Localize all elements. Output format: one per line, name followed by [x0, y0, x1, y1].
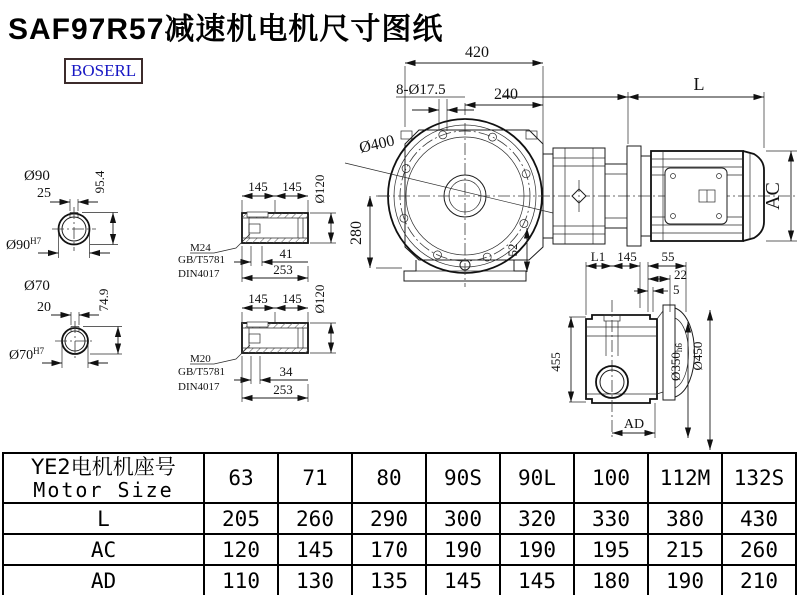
cell: 430: [722, 503, 796, 534]
section-b-keylen-label: 34: [279, 364, 293, 379]
col-100: 100: [574, 453, 648, 503]
cell: 380: [648, 503, 722, 534]
motor-frame-panel: [665, 168, 727, 224]
col-63: 63: [204, 453, 278, 503]
cell: 215: [648, 534, 722, 565]
shaft-a-keyheight-label: 95.4: [92, 170, 107, 194]
cell: 120: [204, 534, 278, 565]
table-row-AC: [3, 534, 796, 565]
cell: 145: [426, 565, 500, 595]
section-a-keylen-label: 41: [279, 246, 293, 261]
section-b-total-label: 253: [273, 382, 293, 397]
cell: 190: [426, 534, 500, 565]
section-b-seg2-label: 145: [282, 291, 302, 306]
spigot-dia-label: Ø350h6: [668, 343, 684, 381]
shaft-b-bore-label: $Ø70^{H7}$: [9, 346, 45, 363]
col-90S: 90S: [426, 453, 500, 503]
shaft-b-keywidth-label: 20: [37, 300, 51, 315]
motor-view: [502, 74, 797, 246]
cell: 290: [352, 503, 426, 534]
section-a-total-label: 253: [273, 262, 293, 277]
section-a-seg1-label: 145: [248, 179, 268, 194]
shaft-end-b: [9, 278, 122, 368]
cell: 330: [574, 503, 648, 534]
section-a-dia-label: Ø120: [312, 174, 327, 204]
cell: 190: [500, 534, 574, 565]
table-row-AD: [3, 565, 796, 595]
cell: 170: [352, 534, 426, 565]
motor-size-table: [2, 452, 797, 595]
cell: 260: [278, 503, 352, 534]
cell: 195: [574, 534, 648, 565]
shaft-a-keywidth-label: 25: [37, 186, 51, 201]
page-title: SAF97R57减速机电机尺寸图纸: [8, 13, 444, 46]
side-view: [548, 249, 710, 450]
dim-L-label: L: [693, 74, 705, 94]
hollow-shaft-b: [178, 285, 336, 402]
col-132S: 132S: [722, 453, 796, 503]
cell: 130: [278, 565, 352, 595]
dim-22-label: 22: [674, 267, 687, 282]
dim-AD-label: AD: [623, 417, 645, 432]
cell: 110: [204, 565, 278, 595]
table-header-cell: [3, 453, 204, 503]
dim-L1-label: L1: [590, 249, 606, 264]
col-112M: 112M: [648, 453, 722, 503]
flange-diameter-label: Ø400: [357, 132, 397, 157]
shaft-a-label: Ø90: [24, 168, 50, 184]
row-label-AD: AD: [3, 565, 204, 595]
col-80: 80: [352, 453, 426, 503]
section-b-std1-label: GB/T5781: [178, 366, 226, 378]
section-b-std2-label: DIN4017: [178, 381, 220, 393]
dim-455-label: 455: [548, 352, 563, 372]
cell: 320: [500, 503, 574, 534]
cell: 145: [500, 565, 574, 595]
dim-145-label: 145: [617, 249, 637, 264]
cell: 260: [722, 534, 796, 565]
dim-420-label: 420: [465, 44, 489, 61]
row-label-AC: AC: [3, 534, 204, 565]
cell: 210: [722, 565, 796, 595]
hollow-shaft-a: [178, 175, 336, 282]
shaft-end-a: [6, 168, 118, 258]
cell: 300: [426, 503, 500, 534]
bolt-holes-callout: 8-Ø17.5: [396, 82, 446, 98]
cell: 205: [204, 503, 278, 534]
section-a-std2-label: DIN4017: [178, 268, 220, 280]
section-b-thread-label: M20: [190, 353, 211, 365]
brand-logo: BOSERL: [64, 58, 143, 84]
table-header-cn: YE2电机机座号: [31, 455, 176, 479]
cell: 135: [352, 565, 426, 595]
section-a-std1-label: GB/T5781: [178, 254, 226, 266]
shaft-a-bore-label: $Ø90^{H7}$: [6, 236, 42, 253]
shaft-b-keyheight-label: 74.9: [96, 288, 111, 312]
section-b-seg1-label: 145: [248, 291, 268, 306]
table-header-en: Motor Size: [33, 478, 174, 502]
row-label-L: L: [3, 503, 204, 534]
dim-AC-label: AC: [762, 182, 784, 210]
col-90L: 90L: [500, 453, 574, 503]
cell: 145: [278, 534, 352, 565]
dim-52-label: 52: [505, 243, 520, 257]
col-71: 71: [278, 453, 352, 503]
table-header-row: [3, 453, 796, 503]
flange-dia-label: Ø450: [690, 341, 705, 371]
table-row-L: [3, 503, 796, 534]
section-b-dia-label: Ø120: [312, 284, 327, 314]
cell: 190: [648, 565, 722, 595]
dim-240-label: 240: [494, 86, 518, 103]
shaft-b-label: Ø70: [24, 278, 50, 294]
dim-55-label: 55: [661, 249, 675, 264]
front-view: [345, 44, 795, 287]
section-a-seg2-label: 145: [282, 179, 302, 194]
dim-280-label: 280: [348, 221, 365, 245]
section-a-thread-label: M24: [190, 242, 211, 254]
cell: 180: [574, 565, 648, 595]
dim-5-label: 5: [673, 282, 680, 297]
